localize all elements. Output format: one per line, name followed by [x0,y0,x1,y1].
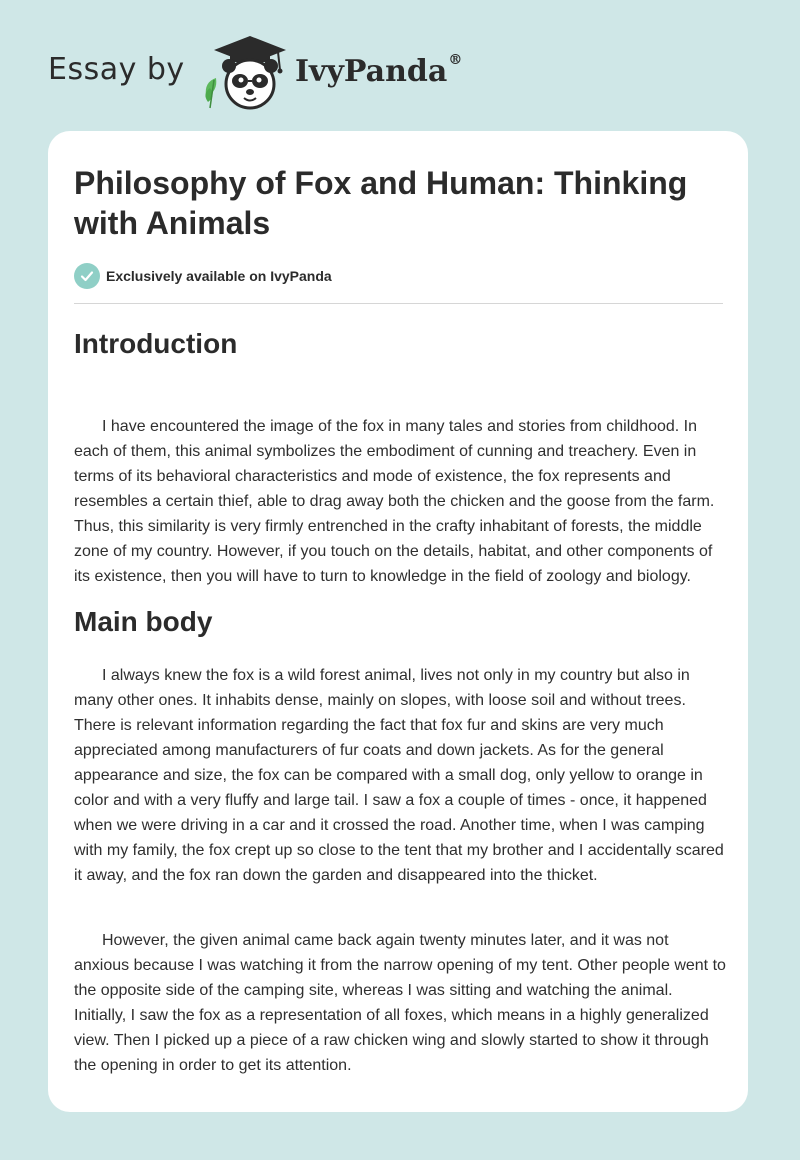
paragraph-introduction-1: I have encountered the image of the fox in many tales and stories from childhood. In each of them, this animal symbolizes the embodiment of cunning and treachery. Even in terms of its behavioral characteristics and mode of existence, the fox represents and resembles a certain thief, able to drag away both the chicken and the goose from the farm. Thus, this similarity is very firmly entrenched in the crafty inhabitant of forests, the middle zone of my country. However, if you touch on the details, habitat, and other components of its existence, then you will have to turn to knowledge in the field of zoology and biology. [74,418,715,585]
paragraph-main-body-2: However, the given animal came back again twenty minutes later, and it was not anxious because I was watching it from the narrow opening of my tent. Other people went to the opposite side of the camping site, whereas I was sitting and watching the animal. Initially, I saw the fox as a representation of all foxes, which means in a highly generalized view. Then I picked up a piece of a raw chicken wing and slowly started to show it through the opening in order to get its attention. [74,932,726,1074]
essay-by-label: Essay by [48,52,185,87]
section-heading-introduction: Introduction [74,328,238,359]
section-heading-main-body: Main body [74,606,213,637]
registered-mark: ® [448,52,463,68]
brand-label: IvyPanda [295,54,448,89]
site-header [0,0,800,130]
title-divider [74,303,723,304]
panda-logo-icon[interactable] [200,36,294,112]
exclusive-badge [74,263,332,289]
exclusive-badge-text: Exclusively available on IvyPanda [106,268,332,284]
paragraph-main-body-1: I always knew the fox is a wild forest animal, lives not only in my country but also in many other ones. It inhabits dense, mainly on slopes, with loose soil and without trees. There is relevant information regarding the fact that fox fur and skins are very much appreciated among manufacturers of fur coats and down jackets. As for the general appearance and size, the fox can be compared with a small dog, only yellow to orange in color and with a very fluffy and large tail. I saw a fox a couple of times - once, it happened when we were driving in a car and it crossed the road. Another time, when I was camping with my family, the fox crept up so close to the tent that my brother and I accidentally scared it away, and the fox ran down the garden and disappeared into the thicket. [74,667,724,884]
essay-title: Philosophy of Fox and Human: Thinking with Animals [74,165,688,241]
check-icon [74,263,100,289]
brand-name[interactable] [295,54,462,89]
essay-card [48,131,748,1112]
